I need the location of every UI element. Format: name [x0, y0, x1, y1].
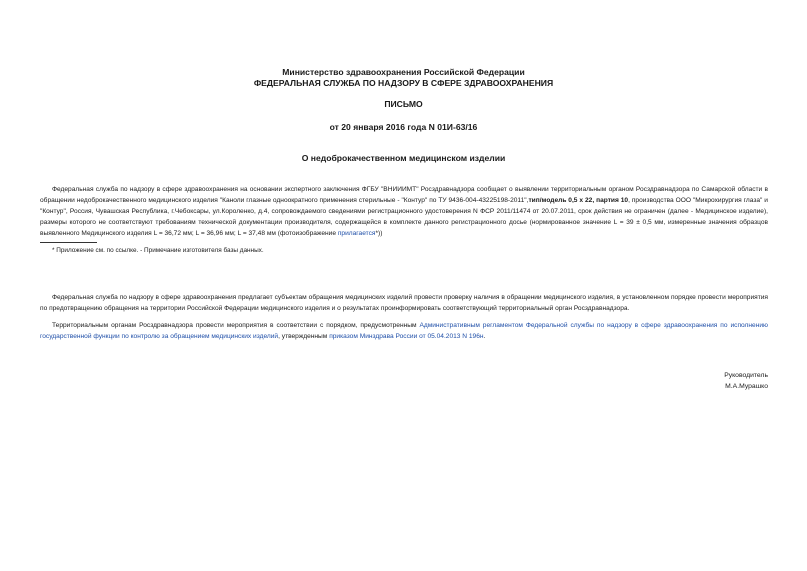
regulation-link[interactable]: Административным регламентом Федеральной службы по надзору в сфере здравоохранения по исполнению государственной функции по контролю за обращением медицинских изделий: [40, 322, 768, 340]
attachment-link[interactable]: прилагается: [337, 230, 376, 237]
signature-block: [724, 370, 768, 392]
paragraph-notification: [40, 184, 768, 239]
paragraph-text: Территориальным органам Росздравнадзора провести мероприятия в соответствии с порядком, предусмотренным: [52, 322, 417, 329]
document-date-number: от 20 января 2016 года N 01И-63/16: [329, 122, 478, 132]
paragraph-text: *)): [375, 230, 383, 237]
paragraph-text: , утвержденным: [278, 333, 328, 340]
document-header: [0, 67, 807, 89]
signatory-position: Руководитель: [724, 372, 768, 379]
paragraph-instructions: [40, 320, 768, 342]
paragraph-proposal: Федеральная служба по надзору в сфере здравоохранения предлагает субъектам обращения медицинских изделий провести проверку наличия в обращении медицинского изделия, в установленном порядке провести мероприятия по предотвращению обращения на территории Российской Федерации медицинского изделия и о результатах проинформировать соответствующий территориальный орган Росздравнадзора.: [40, 294, 768, 312]
document-subject: О недоброкачественном медицинском изделии: [301, 153, 506, 163]
footnote-divider: [40, 242, 97, 243]
service-name: ФЕДЕРАЛЬНАЯ СЛУЖБА ПО НАДЗОРУ В СФЕРЕ ЗДРАВООХРАНЕНИЯ: [253, 78, 554, 88]
paragraph-text: , производства ООО "Микрохирургия глаза" и "Контур", Россия, Чувашская Республика, г.Чебоксары, ул.Короленко, д.4, сопровождаемого сведениями регистрационного удостоверения N ФСР 2011/11474 от 20.07.2011, срок действия не ограничен (далее - Медицинское изделие), размеры которого не соответствуют требованиям технической документации производителя, содержащейся в комплекте данного регистрационного досье (нормированное значение L = 39 ± 0,5 мм, измеренные значения образцов выявленного Медицинского изделия L = 36,72 мм; L = 36,96 мм; L = 37,48 мм (фотоизображение: [40, 197, 768, 237]
paragraph-text: Федеральная служба по надзору в сфере здравоохранения на основании экспертного заключения ФГБУ "ВНИИИМТ" Росздравнадзора сообщает о выявлении территориальным органом Росздравнадзора по Самарской области в обращении недоброкачественного медицинского изделия "Каноли глазные одноократного применения стерильные - "Контур" по ТУ 9436-004-43225198-2011",: [40, 186, 768, 204]
ministry-name: Министерство здравоохранения Российской Федерации: [282, 67, 525, 77]
order-link[interactable]: приказом Минздрава России от 05.04.2013 N 196н: [329, 333, 484, 340]
paragraph-text: .: [483, 333, 486, 340]
signatory-name: М.А.Мурашко: [725, 383, 768, 390]
footnote: * Приложение см. по ссылке. - Примечание изготовителя базы данных.: [52, 247, 264, 254]
document-type: ПИСЬМО: [384, 99, 423, 109]
paragraph-bold-text: тип/модель 0,5 х 22, партия 10: [528, 197, 629, 204]
